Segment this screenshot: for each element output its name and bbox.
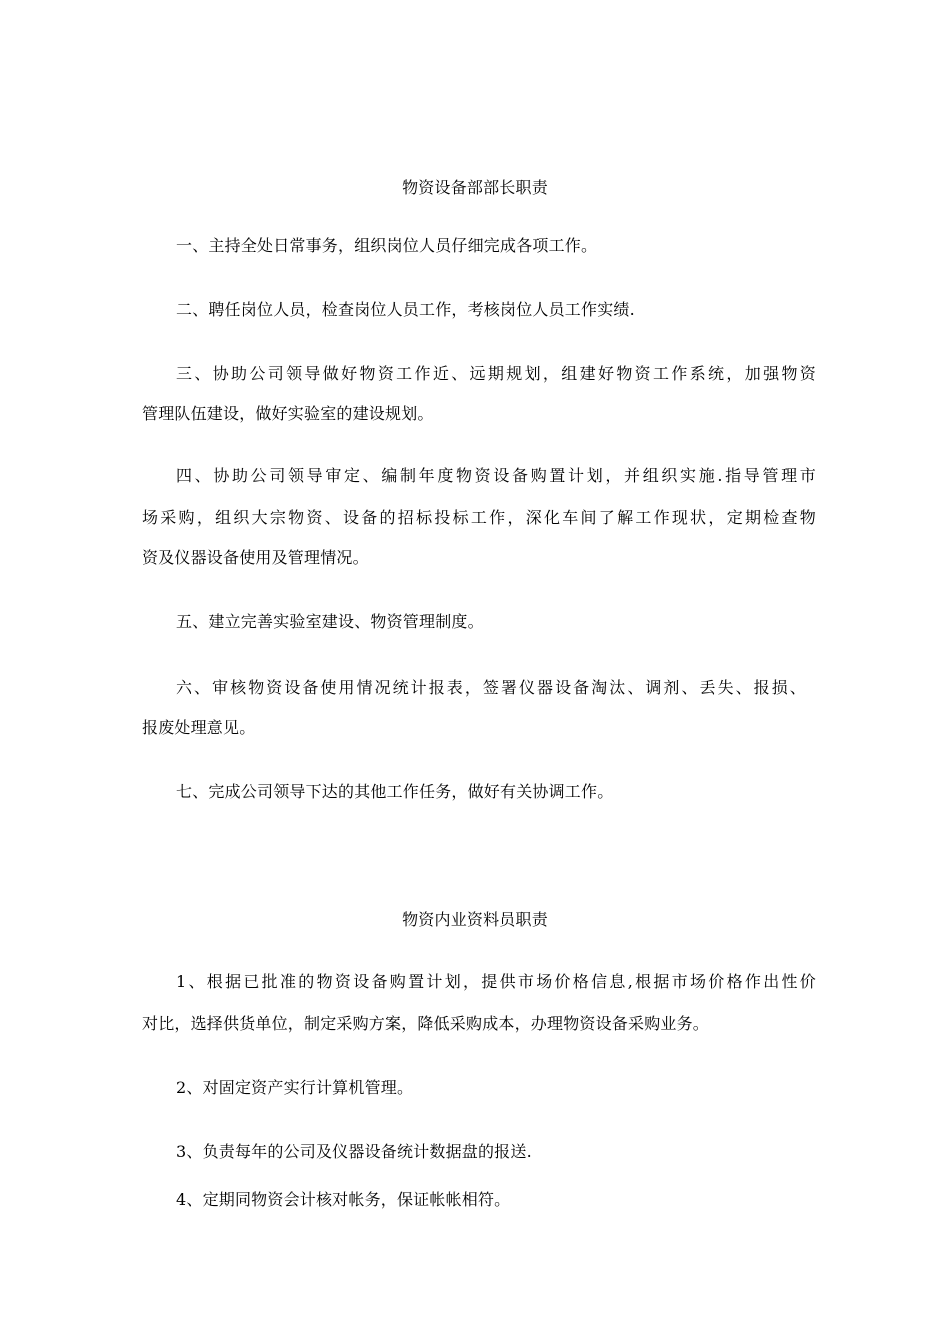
section1-item-3-line1: 三、协助公司领导做好物资工作近、远期规划，组建好物资工作系统，加强物资 [176, 364, 816, 383]
section2-item-2: 2、对固定资产实行计算机管理。 [176, 1078, 414, 1097]
section1-item-4-line1: 四、协助公司领导审定、编制年度物资设备购置计划，并组织实施.指导管理市 [176, 466, 816, 485]
section1-item-1: 一、主持全处日常事务，组织岗位人员仔细完成各项工作。 [176, 236, 598, 255]
section1-item-7: 七、完成公司领导下达的其他工作任务，做好有关协调工作。 [176, 782, 614, 801]
section2-item-3: 3、负责每年的公司及仪器设备统计数据盘的报送. [176, 1142, 532, 1161]
section1-item-5: 五、建立完善实验室建设、物资管理制度。 [176, 612, 484, 631]
section1-item-2: 二、聘任岗位人员，检查岗位人员工作，考核岗位人员工作实绩. [176, 300, 635, 319]
section1-title: 物资设备部部长职责 [402, 178, 548, 197]
section2-item-4: 4、定期同物资会计核对帐务，保证帐帐相符。 [176, 1190, 511, 1209]
section1-item-4-line3: 资及仪器设备使用及管理情况。 [142, 548, 369, 567]
section1-item-6-line1: 六、审核物资设备使用情况统计报表，签署仪器设备淘汰、调剂、丢失、报损、 [176, 678, 806, 697]
section1-item-3-line2: 管理队伍建设，做好实验室的建设规划。 [142, 404, 434, 423]
section2-item-1-line1: 1、根据已批准的物资设备购置计划，提供市场价格信息,根据市场价格作出性价 [176, 972, 816, 991]
section1-item-6-line2: 报废处理意见。 [142, 718, 256, 737]
section2-title: 物资内业资料员职责 [402, 910, 548, 929]
section2-item-1-line2: 对比，选择供货单位，制定采购方案，降低采购成本，办理物资设备采购业务。 [142, 1014, 710, 1033]
section1-item-4-line2: 场采购，组织大宗物资、设备的招标投标工作，深化车间了解工作现状，定期检查物 [142, 508, 816, 527]
